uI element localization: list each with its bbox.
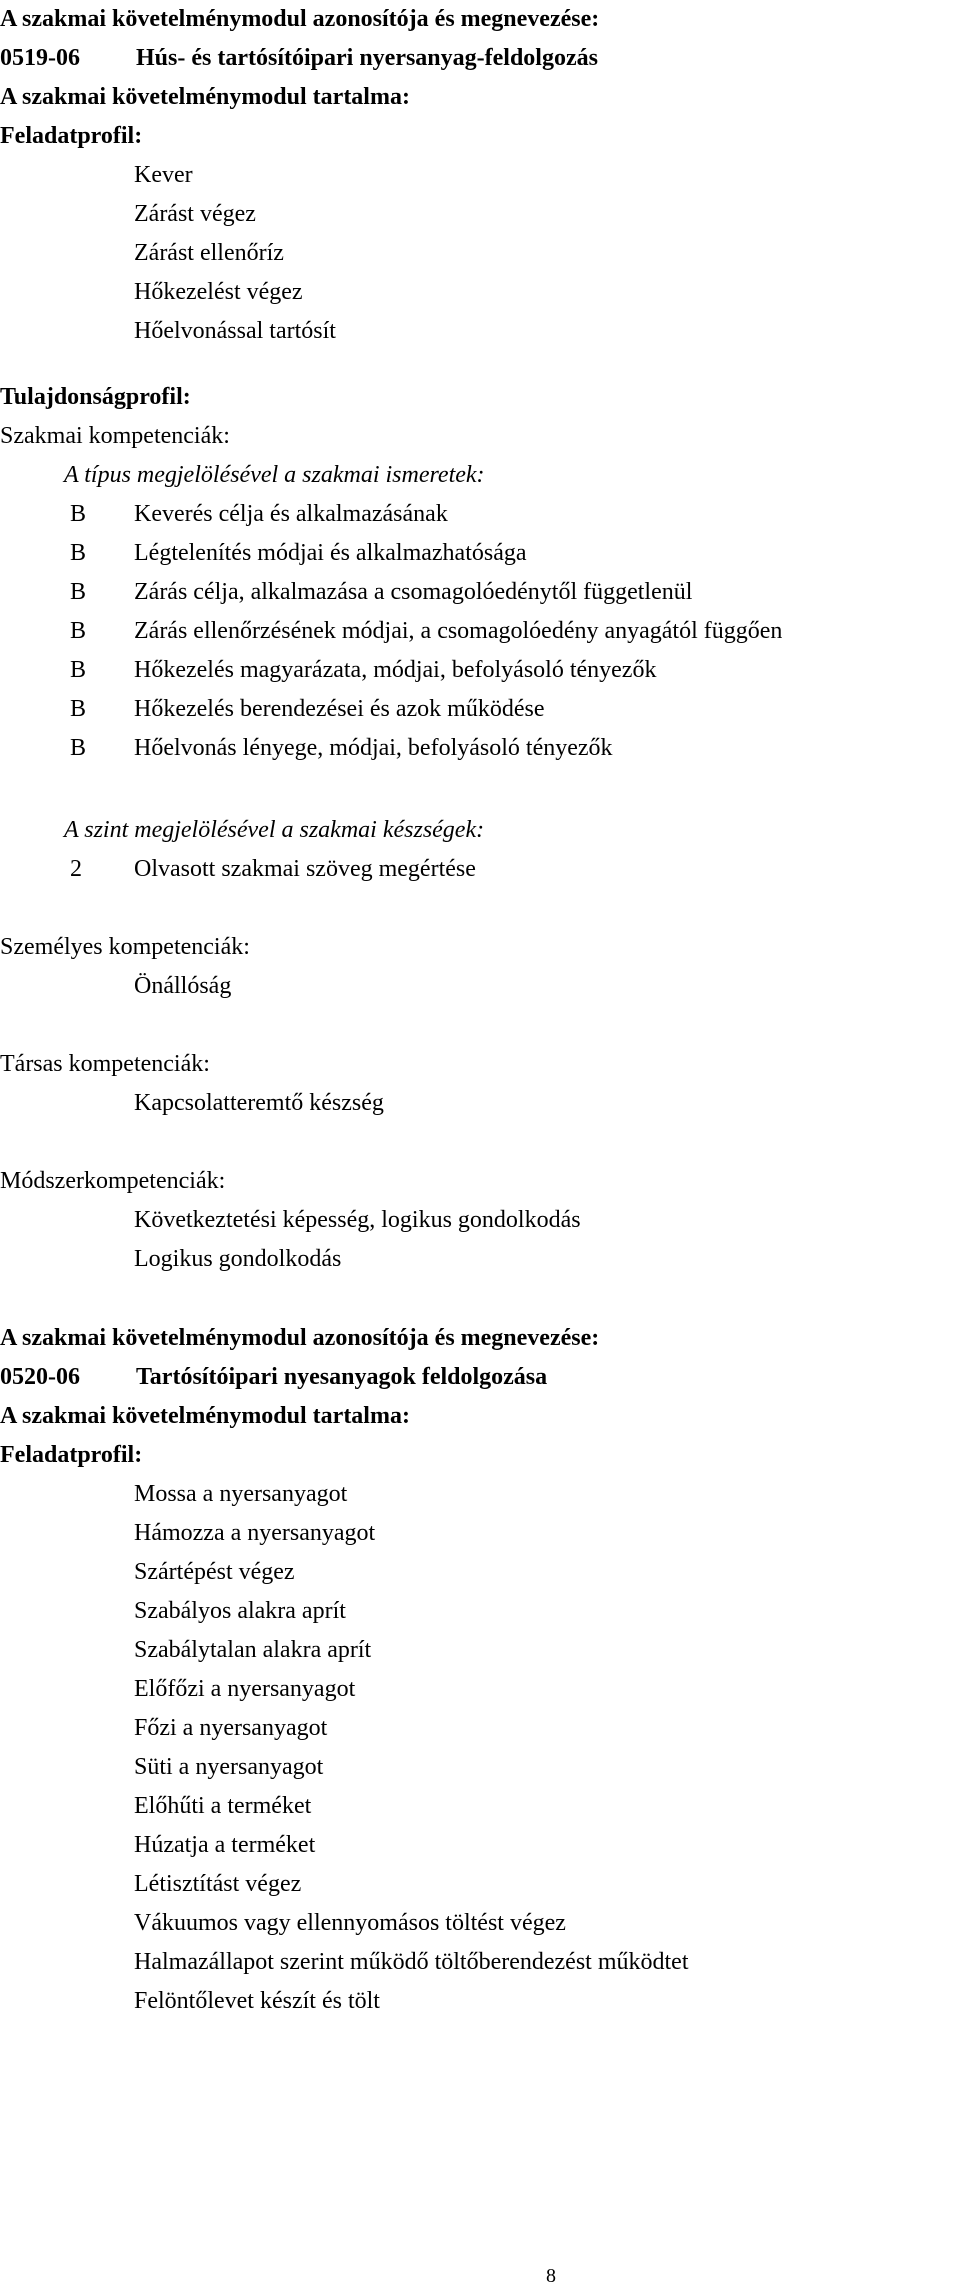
personal-competences-heading: Személyes kompetenciák: (0, 934, 250, 960)
knowledge-text: Hőkezelés berendezései és azok működése (134, 696, 545, 722)
module1-task-profile-heading: Feladatprofil: (0, 123, 143, 149)
knowledge-text: Zárás célja, alkalmazása a csomagolóedénytől függetlenül (134, 579, 693, 605)
task-item: Vákuumos vagy ellennyomásos töltést végez (134, 1910, 566, 1936)
module2-content-heading: A szakmai követelménymodul tartalma: (0, 1403, 410, 1429)
module2-id-heading: A szakmai követelménymodul azonosítója és megnevezése: (0, 1325, 600, 1351)
task-item: Halmazállapot szerint működő töltőberendezést működtet (134, 1949, 689, 1975)
knowledge-type: B (70, 696, 87, 722)
knowledge-type: B (70, 618, 87, 644)
knowledge-type: B (70, 501, 87, 527)
module2-task-profile-heading: Feladatprofil: (0, 1442, 143, 1468)
knowledge-text: Hőkezelés magyarázata, módjai, befolyásoló tényezők (134, 657, 657, 683)
knowledge-text: Légtelenítés módjai és alkalmazhatósága (134, 540, 527, 566)
knowledge-text: Zárás ellenőrzésének módjai, a csomagolóedény anyagától függően (134, 618, 783, 644)
task-item: Hőkezelést végez (134, 279, 303, 305)
knowledge-type: B (70, 579, 87, 605)
skill-level: 2 (70, 856, 82, 882)
knowledge-text: Hőelvonás lényege, módjai, befolyásoló tényezők (134, 735, 613, 761)
task-item: Létisztítást végez (134, 1871, 302, 1897)
module1-id-heading: A szakmai követelménymodul azonosítója és megnevezése: (0, 6, 600, 32)
knowledge-type: B (70, 657, 87, 683)
knowledge-type: B (70, 540, 87, 566)
task-item: Kever (134, 162, 193, 188)
task-item: Húzatja a terméket (134, 1832, 316, 1858)
task-item: Szártépést végez (134, 1559, 295, 1585)
module1-content-heading: A szakmai követelménymodul tartalma: (0, 84, 410, 110)
skill-text: Olvasott szakmai szöveg megértése (134, 856, 476, 882)
page-number: 8 (546, 2265, 556, 2287)
method-competence-item: Következtetési képesség, logikus gondolkodás (134, 1207, 581, 1233)
task-item: Zárást ellenőríz (134, 240, 284, 266)
personal-competence-item: Önállóság (134, 973, 232, 999)
module1-code: 0519-06 (0, 45, 80, 71)
module1-name: Hús- és tartósítóipari nyersanyag-feldolgozás (136, 45, 598, 71)
property-profile-heading: Tulajdonságprofil: (0, 384, 191, 410)
task-item: Előfőzi a nyersanyagot (134, 1676, 356, 1702)
task-item: Hőelvonással tartósít (134, 318, 336, 344)
task-item: Süti a nyersanyagot (134, 1754, 324, 1780)
task-item: Felöntőlevet készít és tölt (134, 1988, 380, 2014)
professional-competences-heading: Szakmai kompetenciák: (0, 423, 230, 449)
module2-name: Tartósítóipari nyesanyagok feldolgozása (136, 1364, 548, 1390)
social-competences-heading: Társas kompetenciák: (0, 1051, 210, 1077)
task-item: Szabálytalan alakra aprít (134, 1637, 372, 1663)
task-item: Mossa a nyersanyagot (134, 1481, 348, 1507)
task-item: Szabályos alakra aprít (134, 1598, 346, 1624)
knowledge-text: Keverés célja és alkalmazásának (134, 501, 448, 527)
knowledge-heading: A típus megjelölésével a szakmai ismeretek: (64, 462, 485, 488)
method-competences-heading: Módszerkompetenciák: (0, 1168, 226, 1194)
module2-title (0, 1358, 547, 1397)
social-competence-item: Kapcsolatteremtő készség (134, 1090, 384, 1116)
task-item: Hámozza a nyersanyagot (134, 1520, 376, 1546)
module2-code: 0520-06 (0, 1364, 80, 1390)
knowledge-type: B (70, 735, 87, 761)
method-competence-item: Logikus gondolkodás (134, 1246, 342, 1272)
skills-heading: A szint megjelölésével a szakmai készségek: (64, 817, 485, 843)
module1-title (0, 39, 598, 78)
task-item: Főzi a nyersanyagot (134, 1715, 328, 1741)
task-item: Előhűti a terméket (134, 1793, 312, 1819)
task-item: Zárást végez (134, 201, 256, 227)
